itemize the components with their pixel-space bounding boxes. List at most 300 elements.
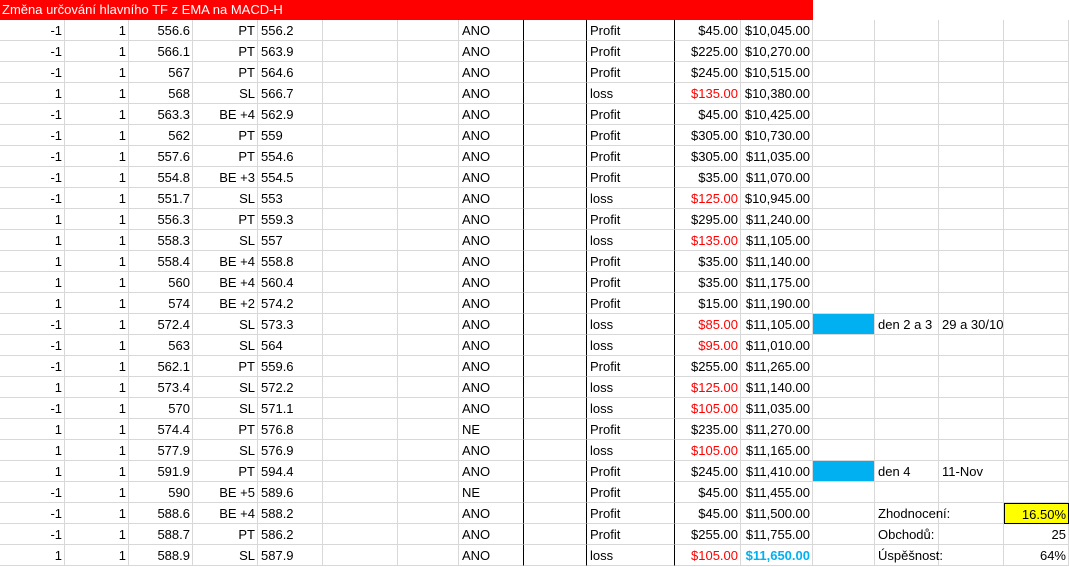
entry-cell[interactable]: 557.6 xyxy=(129,146,193,167)
balance-cell[interactable]: $11,035.00 xyxy=(741,146,813,167)
empty-cell[interactable] xyxy=(813,104,875,125)
empty-cell[interactable] xyxy=(813,419,875,440)
empty-cell[interactable] xyxy=(1004,104,1069,125)
empty-cell[interactable] xyxy=(398,146,459,167)
result-cell[interactable]: Profit xyxy=(587,41,675,62)
balance-cell[interactable]: $10,270.00 xyxy=(741,41,813,62)
direction-cell[interactable]: 1 xyxy=(0,230,65,251)
result-cell[interactable]: loss xyxy=(587,440,675,461)
empty-cell[interactable] xyxy=(524,83,587,104)
empty-cell[interactable] xyxy=(939,524,1004,545)
empty-cell[interactable] xyxy=(813,62,875,83)
empty-cell[interactable] xyxy=(939,482,1004,503)
empty-cell[interactable] xyxy=(1004,356,1069,377)
exit-cell[interactable]: 564.6 xyxy=(258,62,323,83)
empty-cell[interactable] xyxy=(939,272,1004,293)
confirm-cell[interactable]: ANO xyxy=(459,524,524,545)
confirm-cell[interactable]: ANO xyxy=(459,209,524,230)
empty-cell[interactable] xyxy=(939,545,1004,566)
exit-cell[interactable]: 586.2 xyxy=(258,524,323,545)
marker-cell[interactable] xyxy=(813,461,875,482)
result-cell[interactable]: Profit xyxy=(587,167,675,188)
direction-cell[interactable]: -1 xyxy=(0,167,65,188)
type-cell[interactable]: SL xyxy=(193,335,258,356)
empty-cell[interactable] xyxy=(524,62,587,83)
empty-cell[interactable] xyxy=(875,104,939,125)
balance-cell[interactable]: $10,730.00 xyxy=(741,125,813,146)
empty-cell[interactable] xyxy=(524,461,587,482)
pl-cell[interactable]: $35.00 xyxy=(675,272,741,293)
confirm-cell[interactable]: ANO xyxy=(459,167,524,188)
empty-cell[interactable] xyxy=(1004,272,1069,293)
confirm-cell[interactable]: ANO xyxy=(459,335,524,356)
type-cell[interactable]: SL xyxy=(193,398,258,419)
direction-cell[interactable]: 1 xyxy=(0,272,65,293)
empty-cell[interactable] xyxy=(323,104,398,125)
qty-cell[interactable]: 1 xyxy=(65,440,129,461)
confirm-cell[interactable]: ANO xyxy=(459,503,524,524)
result-cell[interactable]: Profit xyxy=(587,209,675,230)
empty-cell[interactable] xyxy=(524,545,587,566)
empty-cell[interactable] xyxy=(1004,482,1069,503)
empty-cell[interactable] xyxy=(939,398,1004,419)
entry-cell[interactable]: 588.7 xyxy=(129,524,193,545)
qty-cell[interactable]: 1 xyxy=(65,503,129,524)
type-cell[interactable]: SL xyxy=(193,230,258,251)
entry-cell[interactable]: 573.4 xyxy=(129,377,193,398)
empty-cell[interactable] xyxy=(875,335,939,356)
exit-cell[interactable]: 553 xyxy=(258,188,323,209)
empty-cell[interactable] xyxy=(939,83,1004,104)
result-cell[interactable]: loss xyxy=(587,545,675,566)
empty-cell[interactable] xyxy=(323,482,398,503)
exit-cell[interactable]: 589.6 xyxy=(258,482,323,503)
sheet-title[interactable]: Změna určování hlavního TF z EMA na MACD-H xyxy=(0,0,813,20)
empty-cell[interactable] xyxy=(524,314,587,335)
qty-cell[interactable]: 1 xyxy=(65,314,129,335)
empty-cell[interactable] xyxy=(524,20,587,41)
qty-cell[interactable]: 1 xyxy=(65,83,129,104)
empty-cell[interactable] xyxy=(398,62,459,83)
pl-cell[interactable]: $245.00 xyxy=(675,461,741,482)
balance-cell[interactable]: $11,070.00 xyxy=(741,167,813,188)
empty-cell[interactable] xyxy=(939,209,1004,230)
empty-cell[interactable] xyxy=(1004,314,1069,335)
empty-cell[interactable] xyxy=(398,230,459,251)
empty-cell[interactable] xyxy=(813,335,875,356)
empty-cell[interactable] xyxy=(323,230,398,251)
empty-cell[interactable] xyxy=(1004,209,1069,230)
empty-cell[interactable] xyxy=(813,545,875,566)
qty-cell[interactable]: 1 xyxy=(65,146,129,167)
summary-return-value[interactable]: 16.50% xyxy=(1004,503,1069,524)
empty-cell[interactable] xyxy=(398,104,459,125)
empty-cell[interactable] xyxy=(524,293,587,314)
marker-cell[interactable] xyxy=(813,314,875,335)
direction-cell[interactable]: -1 xyxy=(0,503,65,524)
empty-cell[interactable] xyxy=(323,545,398,566)
pl-cell[interactable]: $125.00 xyxy=(675,188,741,209)
empty-cell[interactable] xyxy=(323,461,398,482)
empty-cell[interactable] xyxy=(398,419,459,440)
qty-cell[interactable]: 1 xyxy=(65,251,129,272)
qty-cell[interactable]: 1 xyxy=(65,524,129,545)
exit-cell[interactable]: 566.7 xyxy=(258,83,323,104)
result-cell[interactable]: Profit xyxy=(587,251,675,272)
empty-cell[interactable] xyxy=(398,461,459,482)
type-cell[interactable]: BE +2 xyxy=(193,293,258,314)
entry-cell[interactable]: 558.3 xyxy=(129,230,193,251)
result-cell[interactable]: loss xyxy=(587,83,675,104)
pl-cell[interactable]: $135.00 xyxy=(675,83,741,104)
exit-cell[interactable]: 574.2 xyxy=(258,293,323,314)
pl-cell[interactable]: $225.00 xyxy=(675,41,741,62)
type-cell[interactable]: BE +4 xyxy=(193,503,258,524)
empty-cell[interactable] xyxy=(939,125,1004,146)
empty-cell[interactable] xyxy=(323,356,398,377)
empty-cell[interactable] xyxy=(323,20,398,41)
balance-cell[interactable]: $10,515.00 xyxy=(741,62,813,83)
result-cell[interactable]: Profit xyxy=(587,482,675,503)
direction-cell[interactable]: 1 xyxy=(0,251,65,272)
summary-winrate-value[interactable]: 64% xyxy=(1004,545,1069,566)
exit-cell[interactable]: 558.8 xyxy=(258,251,323,272)
summary-trades-value[interactable]: 25 xyxy=(1004,524,1069,545)
entry-cell[interactable]: 588.6 xyxy=(129,503,193,524)
empty-cell[interactable] xyxy=(524,503,587,524)
result-cell[interactable]: loss xyxy=(587,188,675,209)
result-cell[interactable]: Profit xyxy=(587,104,675,125)
summary-trades-label[interactable]: Obchodů: xyxy=(875,524,939,545)
balance-cell[interactable]: $10,380.00 xyxy=(741,83,813,104)
confirm-cell[interactable]: ANO xyxy=(459,461,524,482)
empty-cell[interactable] xyxy=(323,272,398,293)
type-cell[interactable]: SL xyxy=(193,440,258,461)
entry-cell[interactable]: 551.7 xyxy=(129,188,193,209)
pl-cell[interactable]: $95.00 xyxy=(675,335,741,356)
type-cell[interactable]: SL xyxy=(193,545,258,566)
empty-cell[interactable] xyxy=(875,41,939,62)
empty-cell[interactable] xyxy=(875,251,939,272)
entry-cell[interactable]: 590 xyxy=(129,482,193,503)
empty-cell[interactable] xyxy=(398,293,459,314)
pl-cell[interactable]: $15.00 xyxy=(675,293,741,314)
summary-return-label[interactable]: Zhodnocení: xyxy=(875,503,939,524)
confirm-cell[interactable]: ANO xyxy=(459,20,524,41)
direction-cell[interactable]: 1 xyxy=(0,440,65,461)
pl-cell[interactable]: $45.00 xyxy=(675,104,741,125)
empty-cell[interactable] xyxy=(1004,188,1069,209)
balance-cell[interactable]: $11,650.00 xyxy=(741,545,813,566)
direction-cell[interactable]: -1 xyxy=(0,146,65,167)
qty-cell[interactable]: 1 xyxy=(65,335,129,356)
empty-cell[interactable] xyxy=(1004,335,1069,356)
pl-cell[interactable]: $45.00 xyxy=(675,482,741,503)
empty-cell[interactable] xyxy=(524,482,587,503)
qty-cell[interactable]: 1 xyxy=(65,293,129,314)
entry-cell[interactable]: 558.4 xyxy=(129,251,193,272)
empty-cell[interactable] xyxy=(813,524,875,545)
balance-cell[interactable]: $11,140.00 xyxy=(741,251,813,272)
empty-cell[interactable] xyxy=(1004,230,1069,251)
exit-cell[interactable]: 588.2 xyxy=(258,503,323,524)
pl-cell[interactable]: $85.00 xyxy=(675,314,741,335)
empty-cell[interactable] xyxy=(398,167,459,188)
empty-cell[interactable] xyxy=(398,272,459,293)
pl-cell[interactable]: $255.00 xyxy=(675,356,741,377)
empty-cell[interactable] xyxy=(939,293,1004,314)
exit-cell[interactable]: 573.3 xyxy=(258,314,323,335)
empty-cell[interactable] xyxy=(813,440,875,461)
empty-cell[interactable] xyxy=(524,104,587,125)
note-date[interactable]: 29 a 30/10 xyxy=(939,314,1004,335)
result-cell[interactable]: Profit xyxy=(587,62,675,83)
empty-cell[interactable] xyxy=(323,524,398,545)
exit-cell[interactable]: 556.2 xyxy=(258,20,323,41)
direction-cell[interactable]: 1 xyxy=(0,461,65,482)
direction-cell[interactable]: -1 xyxy=(0,398,65,419)
direction-cell[interactable]: 1 xyxy=(0,209,65,230)
empty-cell[interactable] xyxy=(875,419,939,440)
entry-cell[interactable]: 570 xyxy=(129,398,193,419)
empty-cell[interactable] xyxy=(875,377,939,398)
result-cell[interactable]: loss xyxy=(587,377,675,398)
direction-cell[interactable]: -1 xyxy=(0,20,65,41)
empty-cell[interactable] xyxy=(939,20,1004,41)
result-cell[interactable]: loss xyxy=(587,230,675,251)
direction-cell[interactable]: -1 xyxy=(0,482,65,503)
confirm-cell[interactable]: ANO xyxy=(459,293,524,314)
confirm-cell[interactable]: ANO xyxy=(459,188,524,209)
direction-cell[interactable]: -1 xyxy=(0,524,65,545)
empty-cell[interactable] xyxy=(398,20,459,41)
empty-cell[interactable] xyxy=(398,524,459,545)
empty-cell[interactable] xyxy=(398,482,459,503)
empty-cell[interactable] xyxy=(323,503,398,524)
type-cell[interactable]: SL xyxy=(193,83,258,104)
qty-cell[interactable]: 1 xyxy=(65,125,129,146)
empty-cell[interactable] xyxy=(875,188,939,209)
qty-cell[interactable]: 1 xyxy=(65,41,129,62)
entry-cell[interactable]: 556.6 xyxy=(129,20,193,41)
result-cell[interactable]: Profit xyxy=(587,419,675,440)
qty-cell[interactable]: 1 xyxy=(65,167,129,188)
result-cell[interactable]: Profit xyxy=(587,272,675,293)
empty-cell[interactable] xyxy=(524,209,587,230)
empty-cell[interactable] xyxy=(524,335,587,356)
entry-cell[interactable]: 563.3 xyxy=(129,104,193,125)
empty-cell[interactable] xyxy=(939,41,1004,62)
empty-cell[interactable] xyxy=(813,482,875,503)
qty-cell[interactable]: 1 xyxy=(65,272,129,293)
empty-cell[interactable] xyxy=(323,251,398,272)
pl-cell[interactable]: $105.00 xyxy=(675,545,741,566)
balance-cell[interactable]: $11,105.00 xyxy=(741,230,813,251)
empty-cell[interactable] xyxy=(323,419,398,440)
empty-cell[interactable] xyxy=(1004,419,1069,440)
empty-cell[interactable] xyxy=(323,188,398,209)
empty-cell[interactable] xyxy=(875,482,939,503)
type-cell[interactable]: PT xyxy=(193,419,258,440)
empty-cell[interactable] xyxy=(813,398,875,419)
confirm-cell[interactable]: ANO xyxy=(459,104,524,125)
exit-cell[interactable]: 594.4 xyxy=(258,461,323,482)
balance-cell[interactable]: $10,045.00 xyxy=(741,20,813,41)
empty-cell[interactable] xyxy=(813,377,875,398)
empty-cell[interactable] xyxy=(1004,377,1069,398)
confirm-cell[interactable]: ANO xyxy=(459,83,524,104)
entry-cell[interactable]: 562.1 xyxy=(129,356,193,377)
empty-cell[interactable] xyxy=(1004,146,1069,167)
empty-cell[interactable] xyxy=(875,230,939,251)
pl-cell[interactable]: $295.00 xyxy=(675,209,741,230)
empty-cell[interactable] xyxy=(398,83,459,104)
empty-cell[interactable] xyxy=(1004,440,1069,461)
result-cell[interactable]: Profit xyxy=(587,503,675,524)
result-cell[interactable]: Profit xyxy=(587,125,675,146)
exit-cell[interactable]: 559.3 xyxy=(258,209,323,230)
direction-cell[interactable]: -1 xyxy=(0,62,65,83)
balance-cell[interactable]: $11,455.00 xyxy=(741,482,813,503)
exit-cell[interactable]: 559 xyxy=(258,125,323,146)
empty-cell[interactable] xyxy=(1004,251,1069,272)
empty-cell[interactable] xyxy=(813,146,875,167)
empty-cell[interactable] xyxy=(875,356,939,377)
pl-cell[interactable]: $45.00 xyxy=(675,20,741,41)
empty-cell[interactable] xyxy=(1004,167,1069,188)
confirm-cell[interactable]: ANO xyxy=(459,41,524,62)
confirm-cell[interactable]: ANO xyxy=(459,356,524,377)
type-cell[interactable]: BE +4 xyxy=(193,104,258,125)
qty-cell[interactable]: 1 xyxy=(65,62,129,83)
type-cell[interactable]: PT xyxy=(193,356,258,377)
empty-cell[interactable] xyxy=(939,104,1004,125)
empty-cell[interactable] xyxy=(813,188,875,209)
type-cell[interactable]: PT xyxy=(193,125,258,146)
entry-cell[interactable]: 574 xyxy=(129,293,193,314)
empty-cell[interactable] xyxy=(813,167,875,188)
qty-cell[interactable]: 1 xyxy=(65,482,129,503)
pl-cell[interactable]: $45.00 xyxy=(675,503,741,524)
empty-cell[interactable] xyxy=(398,503,459,524)
result-cell[interactable]: loss xyxy=(587,398,675,419)
direction-cell[interactable]: 1 xyxy=(0,83,65,104)
confirm-cell[interactable]: ANO xyxy=(459,440,524,461)
empty-cell[interactable] xyxy=(813,83,875,104)
empty-cell[interactable] xyxy=(939,503,1004,524)
direction-cell[interactable]: -1 xyxy=(0,335,65,356)
empty-cell[interactable] xyxy=(1004,461,1069,482)
entry-cell[interactable]: 574.4 xyxy=(129,419,193,440)
empty-cell[interactable] xyxy=(939,62,1004,83)
result-cell[interactable]: Profit xyxy=(587,293,675,314)
pl-cell[interactable]: $235.00 xyxy=(675,419,741,440)
empty-cell[interactable] xyxy=(323,167,398,188)
type-cell[interactable]: PT xyxy=(193,20,258,41)
empty-cell[interactable] xyxy=(398,41,459,62)
exit-cell[interactable]: 557 xyxy=(258,230,323,251)
type-cell[interactable]: PT xyxy=(193,461,258,482)
empty-cell[interactable] xyxy=(524,524,587,545)
exit-cell[interactable]: 576.8 xyxy=(258,419,323,440)
empty-cell[interactable] xyxy=(875,440,939,461)
direction-cell[interactable]: -1 xyxy=(0,356,65,377)
empty-cell[interactable] xyxy=(1004,398,1069,419)
note-label[interactable]: den 4 xyxy=(875,461,939,482)
empty-cell[interactable] xyxy=(939,167,1004,188)
empty-cell[interactable] xyxy=(524,230,587,251)
empty-cell[interactable] xyxy=(323,377,398,398)
empty-cell[interactable] xyxy=(1004,83,1069,104)
empty-cell[interactable] xyxy=(813,356,875,377)
type-cell[interactable]: SL xyxy=(193,188,258,209)
result-cell[interactable]: Profit xyxy=(587,461,675,482)
empty-cell[interactable] xyxy=(323,125,398,146)
confirm-cell[interactable]: ANO xyxy=(459,545,524,566)
summary-winrate-label[interactable]: Úspěšnost: xyxy=(875,545,939,566)
empty-cell[interactable] xyxy=(524,251,587,272)
type-cell[interactable]: BE +4 xyxy=(193,251,258,272)
entry-cell[interactable]: 591.9 xyxy=(129,461,193,482)
type-cell[interactable]: SL xyxy=(193,377,258,398)
empty-cell[interactable] xyxy=(524,440,587,461)
balance-cell[interactable]: $11,270.00 xyxy=(741,419,813,440)
empty-cell[interactable] xyxy=(875,272,939,293)
empty-cell[interactable] xyxy=(813,293,875,314)
pl-cell[interactable]: $135.00 xyxy=(675,230,741,251)
empty-cell[interactable] xyxy=(398,545,459,566)
confirm-cell[interactable]: ANO xyxy=(459,314,524,335)
exit-cell[interactable]: 572.2 xyxy=(258,377,323,398)
direction-cell[interactable]: 1 xyxy=(0,377,65,398)
empty-cell[interactable] xyxy=(939,440,1004,461)
exit-cell[interactable]: 587.9 xyxy=(258,545,323,566)
entry-cell[interactable]: 560 xyxy=(129,272,193,293)
result-cell[interactable]: loss xyxy=(587,335,675,356)
entry-cell[interactable]: 567 xyxy=(129,62,193,83)
balance-cell[interactable]: $11,755.00 xyxy=(741,524,813,545)
note-date[interactable]: 11-Nov xyxy=(939,461,1004,482)
qty-cell[interactable]: 1 xyxy=(65,461,129,482)
exit-cell[interactable]: 563.9 xyxy=(258,41,323,62)
entry-cell[interactable]: 568 xyxy=(129,83,193,104)
balance-cell[interactable]: $11,500.00 xyxy=(741,503,813,524)
type-cell[interactable]: PT xyxy=(193,41,258,62)
empty-cell[interactable] xyxy=(524,419,587,440)
confirm-cell[interactable]: ANO xyxy=(459,62,524,83)
pl-cell[interactable]: $35.00 xyxy=(675,167,741,188)
exit-cell[interactable]: 576.9 xyxy=(258,440,323,461)
empty-cell[interactable] xyxy=(875,398,939,419)
qty-cell[interactable]: 1 xyxy=(65,104,129,125)
exit-cell[interactable]: 564 xyxy=(258,335,323,356)
empty-cell[interactable] xyxy=(813,230,875,251)
exit-cell[interactable]: 554.6 xyxy=(258,146,323,167)
type-cell[interactable]: SL xyxy=(193,314,258,335)
empty-cell[interactable] xyxy=(524,146,587,167)
empty-cell[interactable] xyxy=(875,20,939,41)
empty-cell[interactable] xyxy=(398,398,459,419)
qty-cell[interactable]: 1 xyxy=(65,398,129,419)
entry-cell[interactable]: 556.3 xyxy=(129,209,193,230)
empty-cell[interactable] xyxy=(398,314,459,335)
empty-cell[interactable] xyxy=(524,272,587,293)
empty-cell[interactable] xyxy=(875,293,939,314)
empty-cell[interactable] xyxy=(813,41,875,62)
result-cell[interactable]: Profit xyxy=(587,356,675,377)
empty-cell[interactable] xyxy=(939,356,1004,377)
exit-cell[interactable]: 554.5 xyxy=(258,167,323,188)
